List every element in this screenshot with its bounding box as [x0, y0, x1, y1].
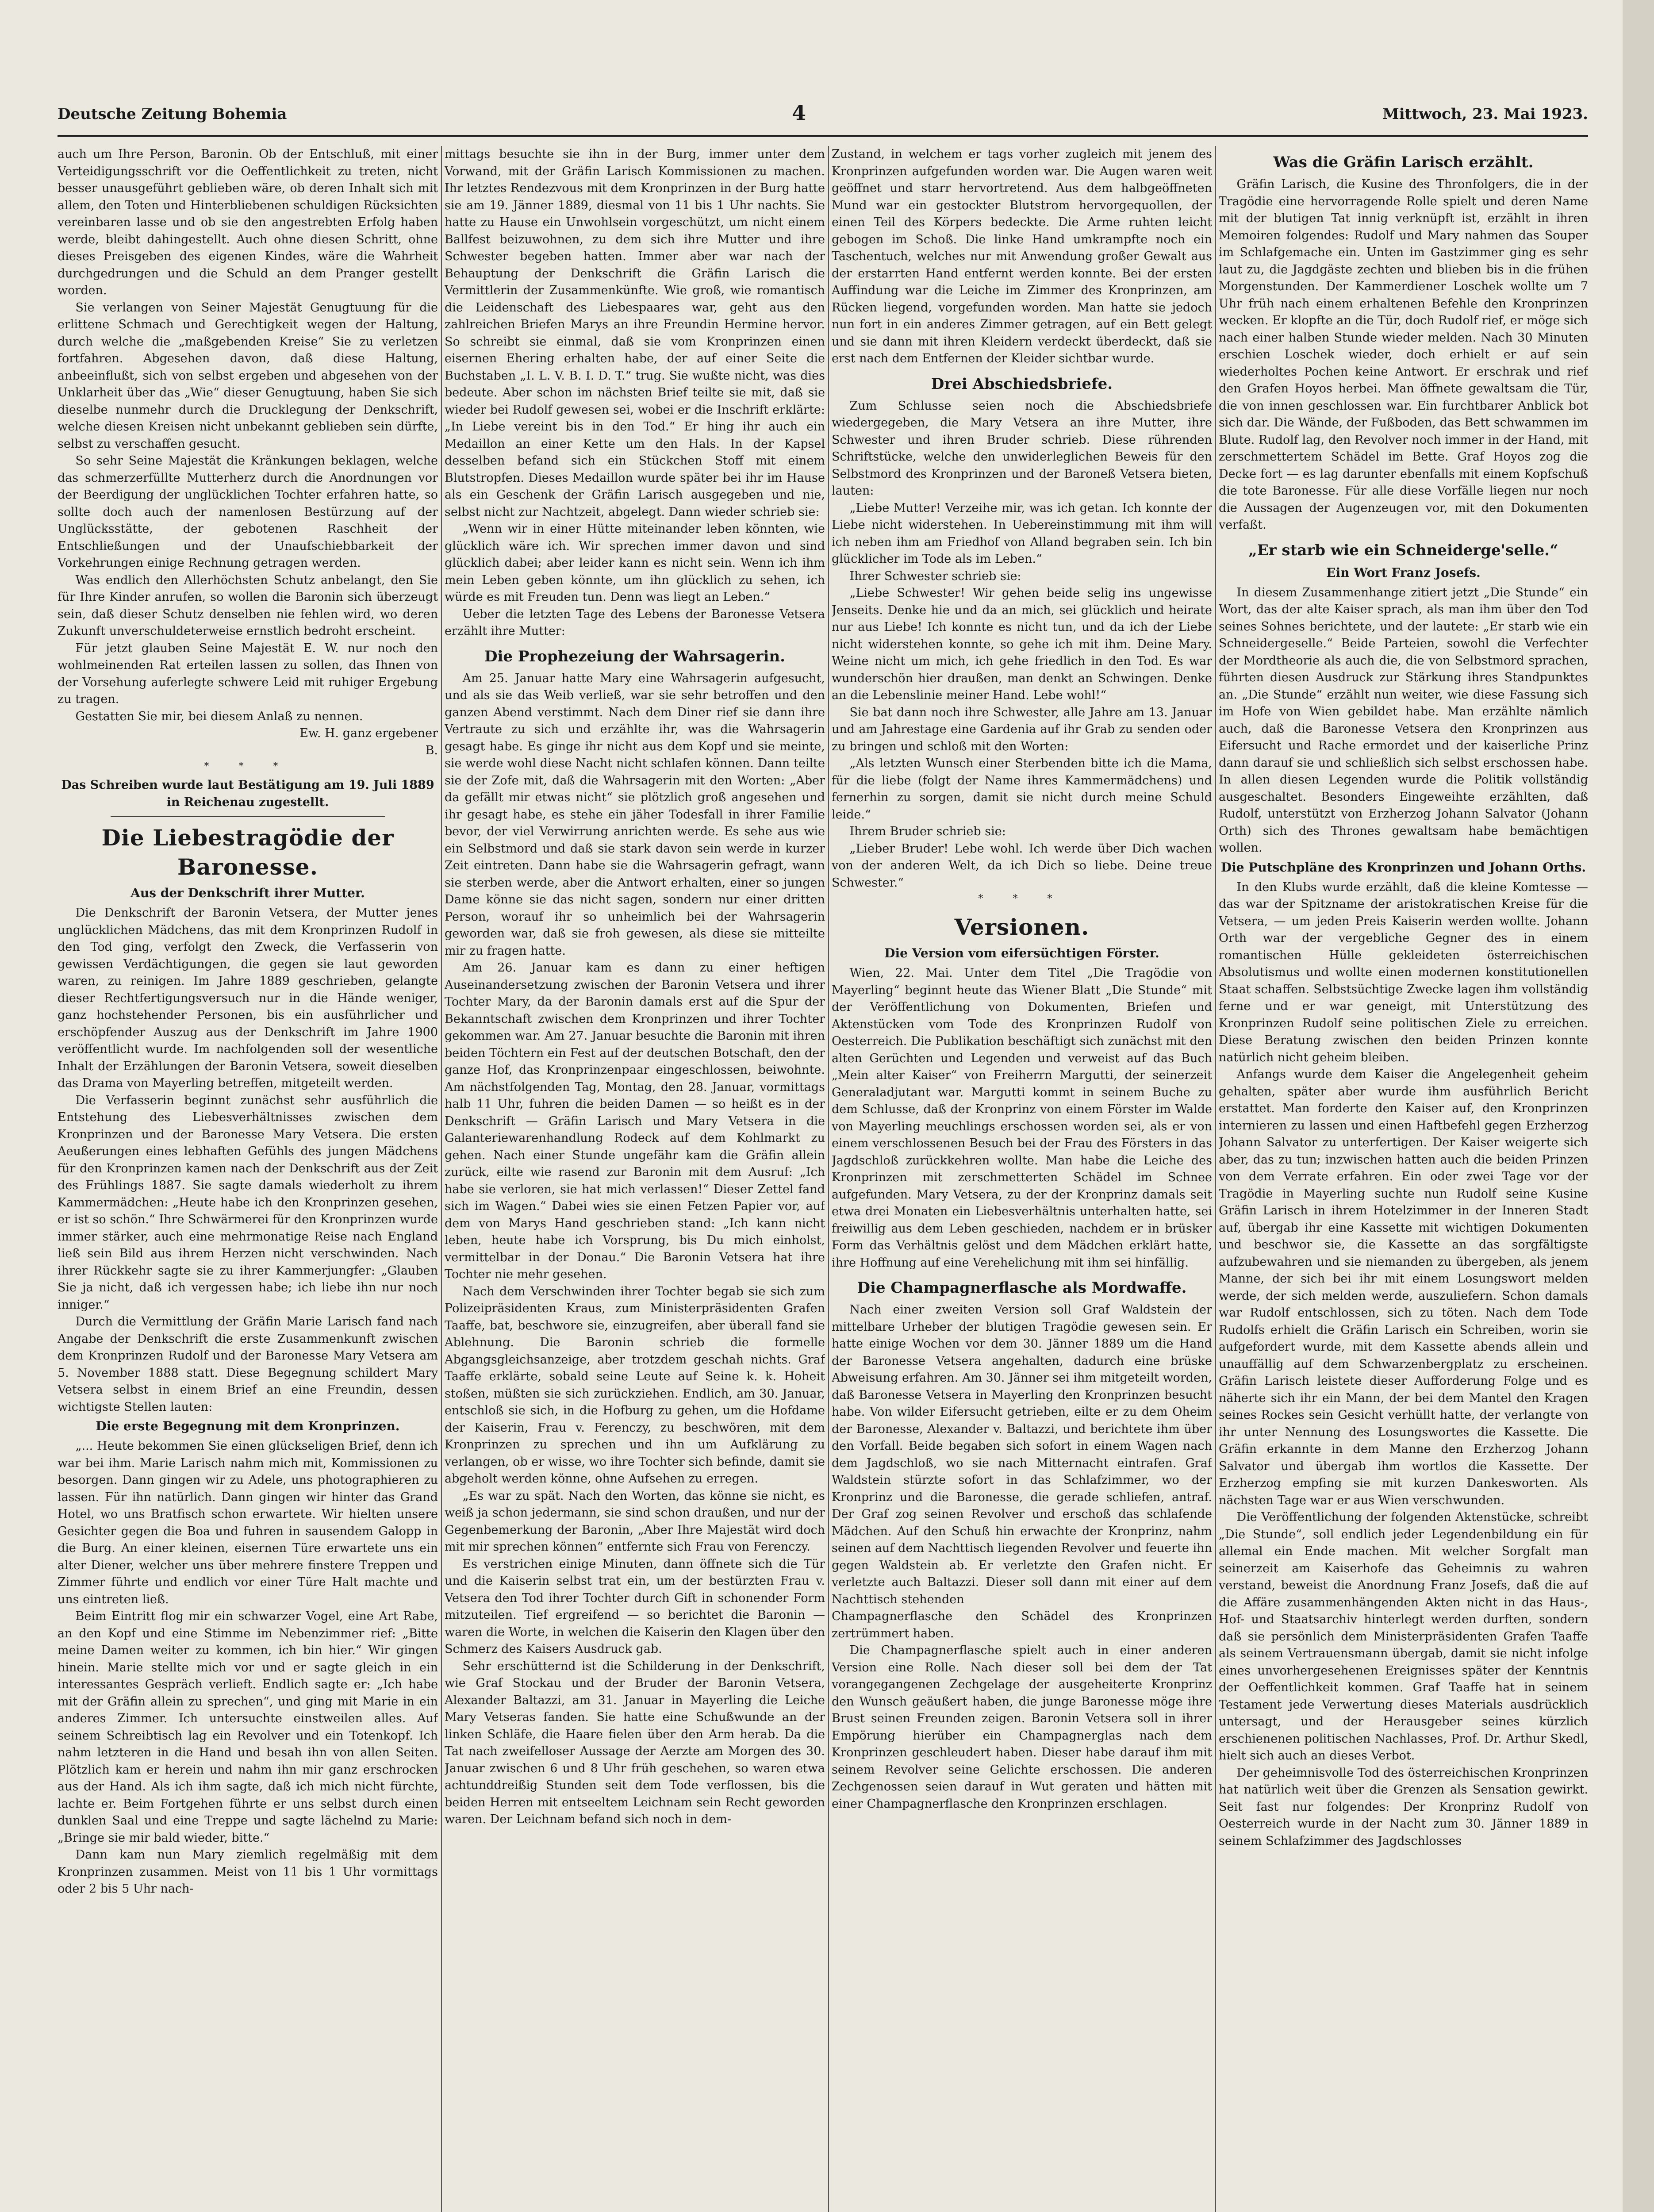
- section-headline: „Er starb wie ein Schneiderge'selle.“: [1248, 541, 1558, 559]
- paragraph: „Liebe Schwester! Wir gehen beide selig ins ungewisse Jenseits. Denke hie und da an mich, sei glücklich und heirate nur aus Liebe! Ich konnte es nicht tun, und da ich der Liebe nicht widerstehen konnte, so gehe ich mit ihm. Deine Mary. Weine nicht um mich, ich gehe friedlich in den Tod. Es war wunderschön hier draußen, man denkt an Schwingen. Denke an die Lebenslinie meiner Hand. Lebe wohl!“: [832, 586, 1212, 702]
- section-headline: Was die Gräfin Larisch erzählt.: [1273, 154, 1534, 171]
- signature-initial: B.: [425, 743, 438, 757]
- paragraph: Zustand, in welchem er tags vorher zugleich mit jenem des Kronprinzen aufgefunden worden war. Die Augen waren weit geöffnet und starr hervortretend. Aus dem halbgeöffneten Mund war ein gestockter Blutstrom hervorgequollen, der einen Teil des Körpers bedeckte. Die Arme ruhten leicht gebogen im Schoß. Die linke Hand umkrampfte noch ein Taschentuch, welches nur mit Anwendung großer Gewalt aus der erstarrten Hand entfernt werden konnte. Bei der ersten Auffindung war die Leiche im Zimmer des Kronprinzen, am Rücken liegend, vorgefunden worden. Man hatte sie jedoch nun fort in ein anderes Zimmer getragen, auf ein Bett gelegt und sie dann mit ihren Kleidern verdeckt überdeckt, daß sie erst nach dem Entfernen der Kleider sichtbar wurde.: [832, 147, 1212, 365]
- paragraph: Zum Schlusse seien noch die Abschiedsbriefe wiedergegeben, die Mary Vetsera an ihre Mutter, ihre Schwester und ihren Bruder schrieb. Diese rührenden Schriftstücke, welche den unwiderleglichen Beweis für den Selbstmord des Kronprinzen und der Baroneß Vetsera bieten, lauten:: [832, 399, 1212, 498]
- paragraph: So sehr Seine Majestät die Kränkungen beklagen, welche das schmerzerfüllte Mutterherz durch die Anordnungen vor der Beerdigung der unglücklichen Tochter erfahren hatte, so sollte doch auch der namenlosen Bestürzung auf der Unglücksstätte, der gebotenen Raschheit der Entschließungen und der Unaufschiebbarkeit der Vorkehrungen einige Rechnung getragen werden.: [58, 454, 438, 570]
- paragraph: „Wenn wir in einer Hütte miteinander leben könnten, wie glücklich wäre ich. Wir sprechen immer davon und sind glücklich dabei; aber leider kann es nicht sein. Wenn ich ihm mein Leben geben könnte, um ihn glücklich zu sehen, ich würde es mit Freuden tun. Denn was liegt an Leben.“: [445, 522, 825, 604]
- delivery-notice: Das Schreiben wurde laut Bestätigung am 19. Juli 1889 in Reichenau zugestellt.: [61, 778, 434, 809]
- paragraph: Gräfin Larisch, die Kusine des Thronfolgers, die in der Tragödie eine hervorragende Rolle spielt und deren Name mit der blutigen Tat innig verknüpft ist, erzählt in ihren Memoiren folgendes: Rudolf und Mary nahmen das Souper im Schlafgemache ein. Unten im Gastzimmer ging es sehr laut zu, die Jagdgäste zechten und blieben bis in die frühen Morgenstunden. Der Kammerdiener Loschek wollte um 7 Uhr früh nach einem erhaltenen Befehle den Kronprinzen wecken. Er klopfte an die Tür, doch Rudolf rief, er möge sich nach einer halben Stunde wieder melden. Nach 30 Minuten erschien Loschek wieder, doch erhielt er auf sein wiederholtes Pochen keine Antwort. Er erschrak und rief den Grafen Hoyos herbei. Man öffnete gewaltsam die Tür, die von innen geschlossen war. Ein furchtbarer Anblick bot sich dar. Die Wände, der Fußboden, das Bett schwammen im Blute. Rudolf lag, den Revolver noch immer in der Hand, mit zerschmettertem Schädel im Bette. Graf Hoyos zog die Decke fort — es lag darunter ebenfalls mit einem Kopfschuß die tote Baronesse. Für alle diese Vorfälle liegen nur noch die Aussagen der Augenzeugen vor, mit den Dokumenten verfaßt.: [1219, 177, 1588, 532]
- column-divider: [1215, 146, 1216, 2212]
- paragraph: Sie verlangen von Seiner Majestät Genugtuung für die erlittene Schmach und Gerechtigkeit wegen der Haltung, durch welche die „maßgebenden Kreise“ Sie zu verletzen fortfahren. Abgesehen davon, daß diese Haltung, anbeeinflußt, sich von selbst ergeben und abgesehen von der Unklarheit über das „Wie“ dieser Genugtuung, haben Sie sich dieselbe nunmehr durch die Drucklegung der Denkschrift, welche diesen Kreisen nicht unbekannt geblieben sein dürfte, selbst zu verschaffen gesucht.: [58, 300, 438, 451]
- paragraph: mittags besuchte sie ihn in der Burg, immer unter dem Vorwand, mit der Gräfin Larisch Kommissionen zu machen. Ihr letztes Rendezvous mit dem Kronprinzen in der Burg hatte sie am 19. Jänner 1889, diesmal von 11 bis 1 Uhr nachts. Sie hatte zu Hause ein Unwohlsein vorgeschützt, um nicht einem Ballfest beizuwohnen, zu dem sich ihre Mutter und ihre Schwester begeben hatten. Immer aber war nach der Behauptung der Denkschrift die Gräfin Larisch die Vermittlerin der Zusammenkünfte. Wie groß, wie romantisch die Leidenschaft des Liebespaares war, geht aus den zahlreichen Briefen Marys an ihre Freundin Hermine hervor. So schreibt sie einmal, daß sie vom Kronprinzen einen eisernen Ehering erhalten habe, der auf einer Seite die Buchstaben „I. L. V. B. I. D. T.“ trug. Sie wußte nicht, was dies bedeute. Aber schon im nächsten Brief teilte sie mit, daß sie wieder bei Rudolf gewesen sei, wobei er die Inschrift erklärte: „In Liebe vereint bis in den Tod.“ Er hing ihr auch ein Medaillon an einer Kette um den Hals. In der Kapsel desselben befand sich ein Stückchen Stoff mit einem Blutstropfen. Dieses Medaillon wurde später bei ihr im Hause als ein Geschenk der Gräfin Larisch ausgegeben und nie, selbst nicht zur Nachtzeit, abgelegt. Dann wieder schrieb sie:: [445, 147, 825, 519]
- issue-date: Mittwoch, 23. Mai 1923.: [1382, 105, 1588, 123]
- paragraph: Durch die Vermittlung der Gräfin Marie Larisch fand nach Angabe der Denkschrift die erste Zusammenkunft zwischen dem Kronprinzen Rudolf und der Baronesse Mary Vetsera am 5. November 1888 statt. Diese Begegnung schildert Mary Vetsera selbst in einem Brief an eine Freundin, dessen wichtigste Stellen lauten:: [58, 1315, 438, 1414]
- column-3: [832, 146, 1212, 2212]
- paragraph: Für jetzt glauben Seine Majestät E. W. nur noch den wohlmeinenden Rat erteilen lassen zu sollen, das Ihnen von der Vorsehung auferlegte schwere Leid mit ruhiger Ergebung zu tragen.: [58, 641, 438, 706]
- section-headline: Drei Abschiedsbriefe.: [931, 375, 1113, 393]
- paragraph: „Lieber Bruder! Lebe wohl. Ich werde über Dich wachen von der anderen Welt, da ich Dich so liebe. Deine treue Schwester.“: [832, 841, 1212, 890]
- column-1: [58, 146, 438, 2212]
- paper-name: Deutsche Zeitung Bohemia: [58, 105, 287, 123]
- paragraph: auch um Ihre Person, Baronin. Ob der Entschluß, mit einer Verteidigungsschrift vor die Oeffentlichkeit zu treten, nicht besser unausgeführt geblieben wäre, ob deren Inhalt sich mit allem, den Toten und Hinterbliebenen schuldigen Rücksichten vereinbaren lasse und ob sie den angestrebten Erfolg haben werde, bleibt dahingestellt. Auch ohne diesen Schritt, ohne dieses Preisgeben des eigenen Kindes, wäre die Wahrheit durchgedrungen und die Schuld an dem Pranger gestellt worden.: [58, 147, 438, 297]
- paragraph: Die Denkschrift der Baronin Vetsera, der Mutter jenes unglücklichen Mädchens, das mit dem Kronprinzen Rudolf in den Tod ging, verfolgt den Zweck, die Verfasserin von gewissen Verdächtigungen, die gegen sie laut geworden waren, zu reinigen. Im Jahre 1889 geschrieben, gelangte dieser Rechtfertigungsversuch nur in die Hände weniger, ganz hochstehender Personen, bis ein ausführlicher und erschöpfender Auszug aus der Denkschrift im Jahre 1900 veröffentlicht wurde. Im nachfolgenden soll der wesentliche Inhalt der Erzählungen der Baronin Vetsera, soweit dieselben das Drama von Mayerling betreffen, mitgeteilt werden.: [58, 906, 438, 1090]
- section-subhead: Die Putschpläne des Kronprinzen und Johann Orths.: [1220, 860, 1586, 875]
- page-header: [58, 96, 1588, 136]
- header-rule: [58, 135, 1588, 137]
- article-subhead: Aus der Denkschrift ihrer Mutter.: [130, 886, 365, 900]
- section-subhead: Die Version vom eifersüchtigen Förster.: [884, 946, 1159, 960]
- paragraph: Die Veröffentlichung der folgenden Aktenstücke, schreibt „Die Stunde“, soll endlich jeder Legendenbildung ein für allemal ein Ende machen. Mit welcher Sorgfalt man seinerzeit am Kaiserhofe das Geheimnis zu wahren verstand, beweist die Anordnung Franz Josefs, daß die auf die Affäre zusammenhängenden Akten nicht in das Haus-, Hof- und Staatsarchiv hinterlegt werden durften, sondern daß sie persönlich dem Ministerpräsidenten Grafen Taaffe als seinem Vertrauensmann übergab, damit sie nicht infolge eines unvorhergesehenen Ereignisses später der Kenntnis der Oeffentlichkeit kommen. Graf Taaffe hat in seinem Testament jede Verwertung dieses Materials ausdrücklich untersagt, und der Herausgeber seines kürzlich erschienenen politischen Nachlasses, Prof. Dr. Arthur Skedl, hielt sich auch an dieses Verbot.: [1219, 1510, 1588, 1763]
- paragraph: Sie bat dann noch ihre Schwester, alle Jahre am 13. Januar und am Jahrestage eine Gardenia auf ihr Grab zu senden oder zu bringen und schloß mit den Worten:: [832, 705, 1212, 753]
- paragraph: Wien, 22. Mai. Unter dem Titel „Die Tragödie von Mayerling“ beginnt heute das Wiener Blatt „Die Stunde“ mit der Veröffentlichung von Dokumenten, Briefen und Aktenstücken vom Tode des Kronprinzen Rudolf von Oesterreich. Die Publikation beschäftigt sich zunächst mit den alten Gerüchten und Legenden und verweist auf das Buch „Mein alter Kaiser“ von Freiherrn Margutti, der seinerzeit Generaladjutant war. Margutti kommt in seinem Buche zu dem Schlusse, daß der Kronprinz von einem Förster im Walde von Mayerling meuchlings erschossen worden sei, als er von einem verschlossenen Besuch bei der Frau des Försters in das Jagdschloß zurückkehren wollte. Man habe die Leiche des Kronprinzen mit zerschmetterten Schädel im Schnee aufgefunden. Mary Vetsera, zu der der Kronprinz damals seit etwa drei Monaten ein Liebesverhältnis unterhalten hatte, sei freiwillig aus dem Leben geschieden, nachdem er in brüsker Form das Verhältnis gelöst und dem Mädchen erklärt hatte, ihre Hoffnung auf eine Verehelichung mit ihm sei hinfällig.: [832, 966, 1212, 1270]
- paragraph: „Es war zu spät. Nach den Worten, das könne sie nicht, es weiß ja schon jedermann, sie sind schon draußen, und nur der Gegenbemerkung der Baronin, „Aber Ihre Majestät wird doch mit mir sprechen können“ entfernte sich Frau von Ferenczy.: [445, 1489, 825, 1554]
- paragraph: Dann kam nun Mary ziemlich regelmäßig mit dem Kronprinzen zusammen. Meist von 11 bis 1 Uhr vormittags oder 2 bis 5 Uhr nach-: [58, 1848, 438, 1896]
- article-headline: Versionen.: [954, 914, 1090, 940]
- section-subhead: Die erste Begegnung mit dem Kronprinzen.: [96, 1419, 400, 1433]
- paragraph: Nach einer zweiten Version soll Graf Waldstein der mittelbare Urheber der blutigen Tragödie gewesen sein. Er hatte einige Wochen vor dem 30. Jänner 1889 um die Hand der Baronesse Vetsera angehalten, dadurch eine brüske Abweisung erfahren. Am 30. Jänner sei ihm mitgeteilt worden, daß Baronesse Vetsera in Mayerling den Kronprinzen besucht habe. Von wilder Eifersucht getrieben, eilte er zu dem Oheim der Baronesse, Alexander v. Baltazzi, und berichtete ihm über den Vorfall. Beide begaben sich sofort in einem Wagen nach dem Jagdschloß, wo sie nach Mitternacht eintrafen. Graf Waldstein stürzte sofort in das Schlafzimmer, wo der Kronprinz und die Baronesse, die gerade schliefen, antraf. Der Graf zog seinen Revolver und erschoß das schlafende Mädchen. Auf den Schuß hin erwachte der Kronprinz, nahm seinen auf dem Nachttisch liegenden Revolver und feuerte ihn gegen Waldstein ab. Er verletzte den Grafen nicht. Er verletzte auch Baltazzi. Dieser soll dann mit einer auf dem Nachttisch stehenden: [832, 1303, 1212, 1606]
- paragraph: Ihrem Bruder schrieb sie:: [849, 825, 1006, 838]
- paragraph: Anfangs wurde dem Kaiser die Angelegenheit geheim gehalten, später aber wurde ihm ausführlich Bericht erstattet. Man forderte den Kaiser auf, den Kronprinzen internieren zu lassen und einen Haftbefehl gegen Erzherzog Johann Salvator zu unterfertigen. Der Kaiser weigerte sich aber, das zu tun; inzwischen hatten auch die beiden Prinzen von dem Verrate erfahren. Ein oder zwei Tage vor der Tragödie in Mayerling suchte nun Rudolf seine Kusine Gräfin Larisch in ihrem Hotelzimmer in der Inneren Stadt auf, übergab ihr eine Kassette mit wichtigen Dokumenten und beschwor sie, die Kassette an das sorgfältigste aufzubewahren und sie niemanden zu übergeben, als jenem Manne, der sich bei ihr mit einem Losungswort melden werde, der sich melden werde, auszuliefern. Schon damals war Rudolf entschlossen, sich zu töten. Nach dem Tode Rudolfs erhielt die Gräfin Larisch ein Schreiben, worin sie aufgefordert wurde, mit dem Kassette abends allein und unauffällig auf dem Schwarzenbergplatz zu erscheinen. Gräfin Larisch leistete dieser Aufforderung Folge und es näherte sich ihr ein Mann, der bei dem Mantel den Kragen seines Rockes sein Gesicht verhüllt hatte, der verlangte von ihr unter Nennung des Losungswortes die Kassette. Die Gräfin erkannte in dem Manne den Erzherzog Johann Salvator und übergab ihm wortlos die Kassette. Der Erzherzog empfing sie mit kurzen Dankesworten. Als nächsten Tage war er aus Wien verschwunden.: [1219, 1068, 1588, 1507]
- column-divider: [828, 146, 829, 2212]
- column-2: [445, 146, 825, 2212]
- paragraph: „Liebe Mutter! Verzeihe mir, was ich getan. Ich konnte der Liebe nicht widerstehen. In Uebereinstimmung mit ihm will ich neben ihm am Friedhof von Alland begraben sein. Ich bin glücklicher im Tode als im Leben.“: [832, 501, 1212, 566]
- paragraph: Champagnerflasche den Schädel des Kronprinzen zertrümmert haben.: [832, 1609, 1212, 1640]
- paragraph: Am 26. Januar kam es dann zu einer heftigen Auseinandersetzung zwischen der Baronin Vetsera und ihrer Tochter Mary, da der Baronin damals erst auf die Spur der Bekanntschaft zwischen dem Kronprinzen und ihrer Tochter gekommen war. Am 27. Januar besuchte die Baronin mit ihren beiden Töchtern ein Fest auf der deutschen Botschaft, den der ganze Hof, das Kronprinzenpaar eingeschlossen, beiwohnte. Am nächstfolgenden Tag, Montag, den 28. Januar, vormittags halb 11 Uhr, fuhren die beiden Damen — so heißt es in der Denkschrift — Gräfin Larisch und Mary Vetsera in die Galanteriewarenhandlung Rodeck auf dem Kohlmarkt zu gehen. Nach einer Stunde ungefähr kam die Gräfin allein zurück, eilte wie rasend zur Baronin mit dem Ausruf: „Ich habe sie verloren, sie hat mich verlassen!“ Dieser Zettel fand sich im Wagen.“ Dabei wies sie einen Fetzen Papier vor, auf dem von Marys Hand geschrieben stand: „Ich kann nicht leben, heute habe ich Vorsprung, bis Du mich einholst, vermittelbar in der Donau.“ Die Baronin Vetsera hat ihre Tochter nie mehr gesehen.: [445, 961, 825, 1281]
- paragraph: Es verstrichen einige Minuten, dann öffnete sich die Tür und die Kaiserin selbst trat ein, um der bestürzten Frau v. Vetsera den Tod ihrer Tochter durch Gift in schonender Form mitzuteilen. Tief ergreifend — so berichtet die Baronin — waren die Worte, in welchen die Kaiserin den Klagen über den Schmerz des Kaisers Ausdruck gab.: [445, 1557, 825, 1656]
- column-divider: [441, 146, 442, 2212]
- paragraph: In diesem Zusammenhange zitiert jetzt „Die Stunde“ ein Wort, das der alte Kaiser sprach, als man ihm über den Tod seines Sohnes berichtete, und der lautete: „Er starb wie ein Schneidergeselle.“ Beide Parteien, sowohl die Verfechter der Mordtheorie als auch die, die von Selbstmord sprachen, führten diesen Ausdruck zur Stärkung ihres Standpunktes an. „Die Stunde“ erzählt nun weiter, wie diese Fassung sich im Hofe von Wien gebildet habe. Man erzählte nämlich auch, daß die Baronesse Vetsera den Kronprinzen aus Eifersucht und Rache ermordet und der kaiserliche Prinz dann darauf sie und schließlich sich selbst erschossen habe. In allen diesen Legenden wurde die Politik vollständig ausgeschaltet. Besonders Eingeweihte erzählten, daß Rudolf, unterstützt von Erzherzog Johann Salvator (Johann Orth) sich des Thrones gewaltsam habe bemächtigen wollen.: [1219, 585, 1588, 855]
- paragraph: Nach dem Verschwinden ihrer Tochter begab sie sich zum Polizeipräsidenten Kraus, zum Ministerpräsidenten Grafen Taaffe, bat, beschwore sie, einzugreifen, aber überall fand sie Ablehnung. Die Baronin schrieb die formelle Abgangsgleichsanzeige, aber trotzdem geschah nichts. Graf Taaffe erklärte, sobald seine Leute auf Seine k. k. Hoheit stoßen, müßten sie sich zurückziehen. Endlich, am 30. Januar, entschloß sie sich, in die Hofburg zu gehen, um die Hofdame der Kaiserin, Frau v. Ferenczy, zu beschwören, mit dem Kronprinzen zu sprechen und ihn um Aufklärung zu verlangen, ob er wisse, wo ihre Tochter sich befinde, damit sie abgeholt werden könne, ohne Aufsehen zu erregen.: [445, 1284, 825, 1486]
- section-headline: Die Champagnerflasche als Mordwaffe.: [857, 1279, 1187, 1297]
- column-4: [1219, 146, 1588, 2212]
- paragraph: Gestatten Sie mir, bei diesem Anlaß zu nennen.: [75, 709, 363, 723]
- article-headline: Die Liebestragödie der Baronesse.: [101, 825, 394, 880]
- paragraph: Ueber die letzten Tage des Lebens der Baronesse Vetsera erzählt ihre Mutter:: [445, 607, 825, 638]
- page-number: 4: [792, 101, 806, 125]
- paragraph: Am 25. Januar hatte Mary eine Wahrsagerin aufgesucht, und als sie das Weib verließ, war sie sehr betroffen und den ganzen Abend verstimmt. Nach dem Diner rief sie dann ihre Vertraute zu sich und erzählte ihr, was die Wahrsagerin gesagt habe. Es ginge ihr nicht aus dem Kopf und sie meinte, sie werde wohl diese Nacht nicht schlafen können. Dann teilte sie der Zofe mit, daß die Wahrsagerin mit den Worten: „Aber da gefällt mir etwas nicht“ sie plötzlich groß angesehen und ihr gesagt habe, es stehe ein jäher Todesfall in ihrer Familie bevor, der viel Verwirrung anrichten werde. Es sehe aus wie ein Selbstmord und daß sie stark davon sein werde in kurzer Zeit eintreten. Dann habe sie die Wahrsagerin gefragt, wann sie sterben werde, aber die Antwort erhalten, einer so jungen Dame könne sie das nicht sagen, sondern nur einer dritten Person, worauf ihr so unheimlich bei der Wahrsagerin geworden war, daß sie froh gewesen, als diese sie mitteilte mir zu fragen hatte.: [445, 671, 825, 958]
- paragraph: „Als letzten Wunsch einer Sterbenden bitte ich die Mama, für die liebe (folgt der Name ihres Kammermädchens) und fernerhin zu sorgen, damit sie nicht durch meine Schuld leide.“: [832, 757, 1212, 822]
- paragraph: In den Klubs wurde erzählt, daß die kleine Komtesse — das war der Spitzname der aristokratischen Kreise für die Vetsera, — um jeden Preis Kaiserin werden wollte. Johann Orth war der vergebliche Gegner des in einem romantischen Hülle gekleideten österreichischen Absolutismus und wollte einen modernen konstitutionellen Staat schaffen. Selbstsüchtige Zwecke lagen ihm vollständig ferne und er war geneigt, mit Unterstützung des Kronprinzen Rudolf seine politischen Ziele zu erreichen. Diese Beratung zwischen den beiden Prinzen konnte natürlich nicht geheim bleiben.: [1219, 880, 1588, 1064]
- section-stars: * * *: [978, 893, 1066, 904]
- section-stars: * * *: [204, 761, 292, 772]
- section-divider: [111, 816, 385, 817]
- paragraph: Die Champagnerflasche spielt auch in einer anderen Version eine Rolle. Nach dieser soll bei dem der Tat vorangegangenen Zechgelage der ausgeheiterte Kronprinz den Wunsch geäußert haben, die junge Baronesse möge ihre Brust seinen Freunden zeigen. Baronin Vetsera soll in ihrer Empörung hierüber ein Champagnerglas nach dem Kronprinzen geschleudert haben. Dieser habe darauf ihm mit seinem Revolver seine Gelichte erschossen. Die anderen Zechgenossen seien darauf in Wut geraten und hätten mit einer Champagnerflasche den Kronprinzen erschlagen.: [832, 1644, 1212, 1811]
- paragraph: Ihrer Schwester schrieb sie:: [849, 569, 1021, 583]
- signature-line: Ew. H. ganz ergebener: [299, 726, 438, 740]
- paragraph: Beim Eintritt flog mir ein schwarzer Vogel, eine Art Rabe, an den Kopf und eine Stimme im Nebenzimmer rief: „Bitte meine Damen weiter zu kommen, ich bin hier.“ Wir gingen hinein. Marie stellte mich vor und er sagte gleich in ein interessantes Gespräch verlieft. Endlich sagte er: „Ich habe mit der Gräfin allein zu sprechen“, und ging mit Marie in ein anderes Zimmer. Ich untersuchte einstweilen alles. Auf seinem Schreibtisch lag ein Revolver und ein Totenkopf. Ich nahm letzteren in die Hand und besah ihn von allen Seiten. Plötzlich kam er herein und nahm ihn mir ganz erschrocken aus der Hand. Als ich ihm sagte, daß ich mich nicht fürchte, lachte er. Beim Fortgehen führte er uns selbst durch einen dunklen Saal und eine Treppe und sagte lächelnd zu Marie: „Bringe sie mir bald wieder, bitte.“: [58, 1609, 438, 1845]
- section-subhead: Ein Wort Franz Josefs.: [1326, 565, 1481, 580]
- paragraph: Die Verfasserin beginnt zunächst sehr ausführlich die Entstehung des Liebesverhältnisses zwischen dem Kronprinzen und der Baronesse Mary Vetsera. Die ersten Aeußerungen eines lebhaften Gefühls des jungen Mädchens für den Kronprinzen kamen nach der Denkschrift aus der Zeit des Frühlings 1887. Sie sagte damals wiederholt zu ihrem Kammermädchen: „Heute habe ich den Kronprinzen gesehen, er ist so schön.“ Ihre Schwärmerei für den Kronprinzen wurde immer stärker, auch eine mehrmonatige Reise nach England ließ sein Bild aus ihrem Herzen nicht verschwinden. Nach ihrer Rückkehr sagte sie zu ihrer Kammerjungfer: „Glauben Sie ja nicht, daß ich vergessen habe; ich liebe ihn nur noch inniger.“: [58, 1093, 438, 1312]
- section-headline: Die Prophezeiung der Wahrsagerin.: [484, 647, 786, 665]
- paragraph: Was endlich den Allerhöchsten Schutz anbelangt, den Sie für Ihre Kinder anrufen, so wollen die Baronin sich überzeugt sein, daß dieser Schutz denselben nie fehlen wird, wo deren Zukunft unverschuldeterweise ernstlich bedroht erscheint.: [58, 573, 438, 638]
- scan-edge: [1623, 0, 1654, 2212]
- paragraph: „... Heute bekommen Sie einen glückseligen Brief, denn ich war bei ihm. Marie Larisch nahm mich mit, Kommissionen zu besorgen. Dann gingen wir zu Adele, uns photographieren zu lassen. Für ihn natürlich. Dann gingen wir hinter das Grand Hotel, wo uns Bratfisch schon erwartete. Wir hielten unsere Gesichter gegen die Boa und fuhren in sausendem Galopp in die Burg. An einer kleinen, eisernen Türe erwartete uns ein alter Diener, welcher uns über mehrere finstere Treppen und Zimmer führte und endlich vor einer Türe Halt machte und uns eintreten ließ.: [58, 1439, 438, 1606]
- paragraph: Sehr erschütternd ist die Schilderung in der Denkschrift, wie Graf Stockau und der Bruder der Baronin Vetsera, Alexander Baltazzi, am 31. Januar in Mayerling die Leiche Mary Vetseras fanden. Sie hatte eine Schußwunde an der linken Schläfe, die Haare fielen über den Arm herab. Da die Tat nach zweifelloser Aussage der Aerzte am Morgen des 30. Januar zwischen 6 und 8 Uhr früh geschehen, so waren etwa achtunddreißig Stunden seit dem Tode verflossen, bis die beiden Herren mit entseeltem Leichnam sein Recht geworden waren. Der Leichnam befand sich noch in dem-: [445, 1659, 825, 1826]
- paragraph: Der geheimnisvolle Tod des österreichischen Kronprinzen hat natürlich weit über die Grenzen als Sensation gewirkt. Seit fast nur folgendes: Der Kronprinz Rudolf von Oesterreich wurde in der Nacht zum 30. Jänner 1889 in seinem Schlafzimmer des Jagdschlosses: [1219, 1766, 1588, 1848]
